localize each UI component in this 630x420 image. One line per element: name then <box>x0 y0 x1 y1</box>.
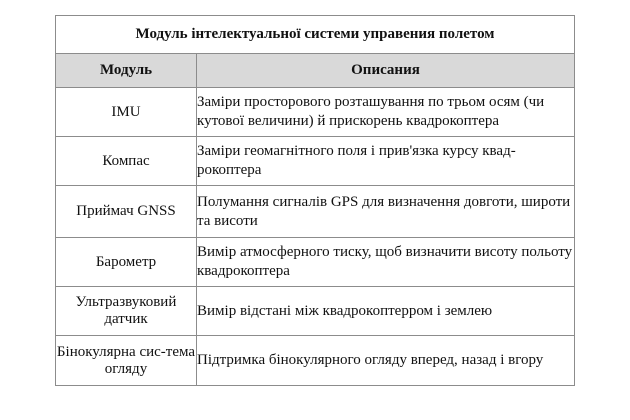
description-cell: Вимір відстані між квадрокоптерром і землею <box>197 287 575 336</box>
module-cell: Компас <box>56 137 197 186</box>
description-cell: Полумання сигналів GPS для визначення довготи, широти та висоти <box>197 186 575 238</box>
table-row <box>56 88 575 137</box>
table-row <box>56 186 575 238</box>
module-cell: Ультразвуковий датчик <box>56 287 197 336</box>
header-module: Модуль <box>56 54 197 88</box>
description-cell: Вимір атмосферного тиску, щоб визначити висоту польоту квадрокоптера <box>197 238 575 287</box>
description-cell: Підтримка бінокулярного огляду вперед, назад і вгору <box>197 336 575 386</box>
table-row <box>56 287 575 336</box>
description-cell: Заміри геомагнітного поля і прив'язка курсу квад-рокоптера <box>197 137 575 186</box>
table-row <box>56 336 575 386</box>
table-row <box>56 238 575 287</box>
description-cell: Заміри просторового розташування по трьом осям (чи кутової величини) й прискорень квадрокоптера <box>197 88 575 137</box>
table-title: Модуль інтелектуальної системи управения полетом <box>56 16 575 54</box>
table-row <box>56 137 575 186</box>
modules-table <box>55 15 575 386</box>
table-title-row <box>56 16 575 54</box>
table-header-row <box>56 54 575 88</box>
module-cell: Барометр <box>56 238 197 287</box>
module-cell: IMU <box>56 88 197 137</box>
module-cell: Бінокулярна сис-тема огляду <box>56 336 197 386</box>
header-description: Описания <box>197 54 575 88</box>
module-cell: Приймач GNSS <box>56 186 197 238</box>
